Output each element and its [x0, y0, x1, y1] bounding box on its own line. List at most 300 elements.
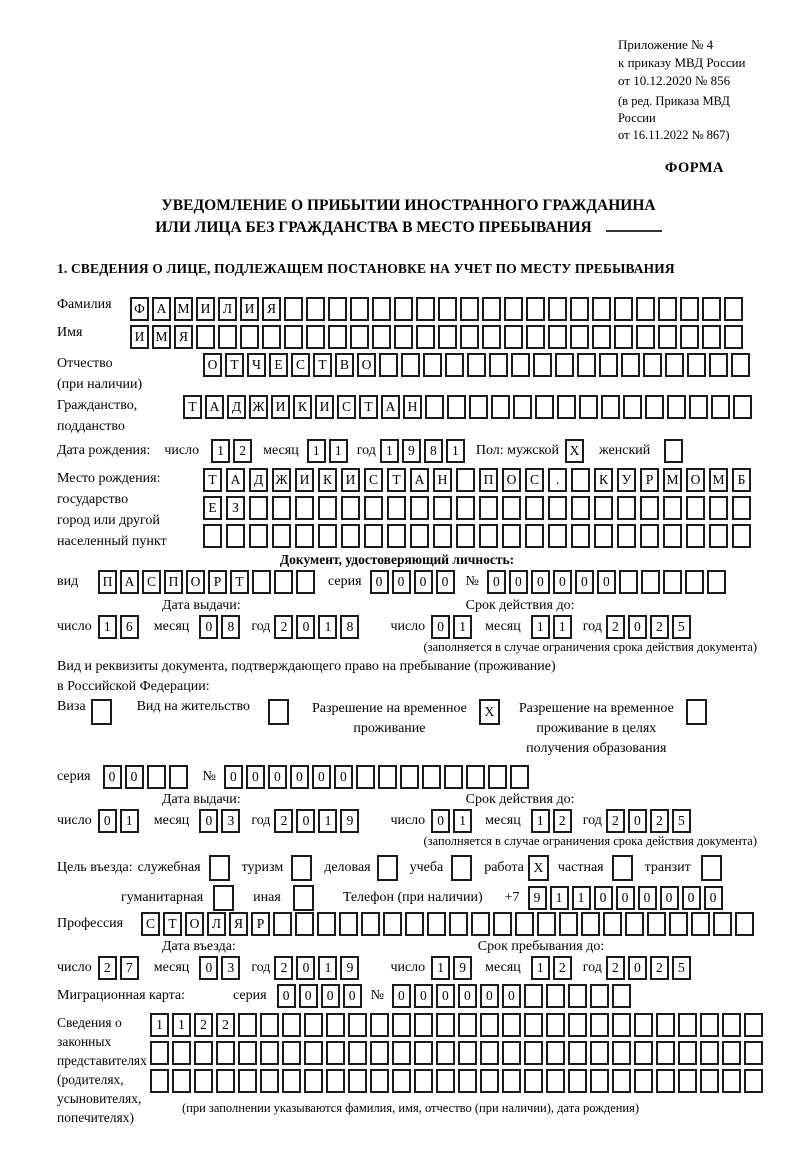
birthplace-cell[interactable] [594, 496, 613, 520]
phone-cell[interactable]: 1 [550, 886, 569, 910]
representative-cell[interactable] [524, 1013, 543, 1037]
profession-cell[interactable] [647, 912, 666, 936]
permit-number-cell[interactable]: 0 [290, 765, 309, 789]
doc-valid-day-cell[interactable]: 1 [453, 615, 472, 639]
representative-cell[interactable] [436, 1041, 455, 1065]
patronymic-cell[interactable] [533, 353, 552, 377]
profession-cell[interactable] [449, 912, 468, 936]
birthplace-cell[interactable] [410, 496, 429, 520]
doc-number-cell[interactable] [707, 570, 726, 594]
representative-cell[interactable] [656, 1069, 675, 1093]
citizenship-cell[interactable] [447, 395, 466, 419]
profession-cell[interactable] [559, 912, 578, 936]
permit-number-cell[interactable] [356, 765, 375, 789]
name-cell[interactable] [658, 325, 677, 349]
representative-cell[interactable] [678, 1069, 697, 1093]
representative-cell[interactable] [744, 1041, 763, 1065]
surname-cell[interactable] [350, 297, 369, 321]
representative-cell[interactable] [590, 1041, 609, 1065]
representative-cell[interactable] [348, 1041, 367, 1065]
patronymic-cell[interactable] [401, 353, 420, 377]
patronymic-cell[interactable] [423, 353, 442, 377]
surname-cell[interactable] [724, 297, 743, 321]
permit-valid-year-cell[interactable]: 5 [672, 809, 691, 833]
birthplace-cell[interactable] [686, 524, 705, 548]
permit-issue-month-cell[interactable]: 3 [221, 809, 240, 833]
surname-cell[interactable] [416, 297, 435, 321]
surname-cell[interactable] [526, 297, 545, 321]
name-cell[interactable] [482, 325, 501, 349]
birthplace-cell[interactable] [341, 524, 360, 548]
birthplace-cell[interactable] [249, 496, 268, 520]
representative-cell[interactable] [194, 1041, 213, 1065]
profession-cell[interactable] [405, 912, 424, 936]
profession-cell[interactable]: Л [207, 912, 226, 936]
representative-cell[interactable] [568, 1041, 587, 1065]
birthplace-cell[interactable]: Д [249, 468, 268, 492]
permit-valid-month-cell[interactable]: 2 [553, 809, 572, 833]
representative-cell[interactable] [172, 1041, 191, 1065]
doc-type-cell[interactable] [252, 570, 271, 594]
representative-cell[interactable] [392, 1013, 411, 1037]
surname-cell[interactable] [702, 297, 721, 321]
citizenship-cell[interactable]: С [337, 395, 356, 419]
surname-cell[interactable]: И [196, 297, 215, 321]
patronymic-cell[interactable]: Т [225, 353, 244, 377]
profession-cell[interactable] [383, 912, 402, 936]
entry-month-cell[interactable]: 3 [221, 956, 240, 980]
representative-cell[interactable] [414, 1041, 433, 1065]
doc-valid-year-cell[interactable]: 0 [628, 615, 647, 639]
birthplace-cell[interactable] [502, 524, 521, 548]
representative-cell[interactable] [700, 1069, 719, 1093]
permit-valid-month-cell[interactable]: 1 [531, 809, 550, 833]
name-cell[interactable] [614, 325, 633, 349]
permit-number-cell[interactable]: 0 [334, 765, 353, 789]
representative-cell[interactable] [480, 1013, 499, 1037]
permit-number-cell[interactable] [444, 765, 463, 789]
name-cell[interactable] [196, 325, 215, 349]
permit-valid-year-cell[interactable]: 2 [650, 809, 669, 833]
permit-issue-year-cell[interactable]: 2 [274, 809, 293, 833]
patronymic-cell[interactable]: Е [269, 353, 288, 377]
representative-cell[interactable] [568, 1013, 587, 1037]
surname-cell[interactable] [548, 297, 567, 321]
birthplace-cell[interactable] [548, 496, 567, 520]
surname-cell[interactable] [614, 297, 633, 321]
permit-issue-year-cell[interactable]: 0 [296, 809, 315, 833]
phone-cell[interactable]: 1 [572, 886, 591, 910]
birthplace-cell[interactable] [594, 524, 613, 548]
birthplace-cell[interactable]: . [548, 468, 567, 492]
migration-series-cell[interactable]: 0 [277, 984, 296, 1008]
representative-cell[interactable] [480, 1069, 499, 1093]
name-cell[interactable]: М [152, 325, 171, 349]
birthplace-cell[interactable]: О [686, 468, 705, 492]
doc-type-cell[interactable]: С [142, 570, 161, 594]
doc-type-cell[interactable]: О [186, 570, 205, 594]
birthplace-cell[interactable] [295, 496, 314, 520]
doc-issue-month-cell[interactable]: 8 [221, 615, 240, 639]
representative-cell[interactable] [194, 1069, 213, 1093]
surname-cell[interactable] [680, 297, 699, 321]
birthplace-cell[interactable] [364, 524, 383, 548]
birth-year-cell[interactable]: 8 [424, 439, 443, 463]
stay-year-cell[interactable]: 2 [606, 956, 625, 980]
permit-issue-day-cell[interactable]: 0 [98, 809, 117, 833]
doc-series-cell[interactable]: 0 [370, 570, 389, 594]
permit-issue-year-cell[interactable]: 1 [318, 809, 337, 833]
birthplace-cell[interactable] [732, 496, 751, 520]
transit-checkbox-cell[interactable] [701, 855, 722, 881]
phone-cell[interactable]: 0 [616, 886, 635, 910]
birthplace-cell[interactable] [525, 496, 544, 520]
citizenship-cell[interactable]: А [381, 395, 400, 419]
permit-number-cell[interactable] [466, 765, 485, 789]
representative-cell[interactable] [414, 1013, 433, 1037]
citizenship-cell[interactable]: Д [227, 395, 246, 419]
birthplace-cell[interactable] [226, 524, 245, 548]
name-cell[interactable]: И [130, 325, 149, 349]
permit-series-cell[interactable] [147, 765, 166, 789]
birthplace-cell[interactable] [548, 524, 567, 548]
surname-cell[interactable] [306, 297, 325, 321]
profession-cell[interactable]: Т [163, 912, 182, 936]
birthplace-cell[interactable] [663, 524, 682, 548]
birthplace-cell[interactable] [686, 496, 705, 520]
citizenship-cell[interactable] [425, 395, 444, 419]
phone-cell[interactable]: 0 [682, 886, 701, 910]
representative-cell[interactable] [348, 1013, 367, 1037]
name-cell[interactable] [350, 325, 369, 349]
entry-month-cell[interactable]: 0 [199, 956, 218, 980]
permit-valid-day-cell[interactable]: 0 [431, 809, 450, 833]
entry-year-cell[interactable]: 0 [296, 956, 315, 980]
birthplace-cell[interactable] [732, 524, 751, 548]
birthplace-cell[interactable]: С [525, 468, 544, 492]
migration-number-cell[interactable]: 0 [392, 984, 411, 1008]
phone-cell[interactable]: 0 [594, 886, 613, 910]
birthplace-cell[interactable]: Ж [272, 468, 291, 492]
representative-cell[interactable]: 1 [150, 1013, 169, 1037]
representative-cell[interactable] [260, 1041, 279, 1065]
doc-type-cell[interactable]: П [98, 570, 117, 594]
surname-cell[interactable] [482, 297, 501, 321]
profession-cell[interactable] [691, 912, 710, 936]
stay-year-cell[interactable]: 0 [628, 956, 647, 980]
doc-issue-day-cell[interactable]: 6 [120, 615, 139, 639]
surname-cell[interactable] [636, 297, 655, 321]
birthplace-cell[interactable]: Т [203, 468, 222, 492]
patronymic-cell[interactable] [643, 353, 662, 377]
profession-cell[interactable] [537, 912, 556, 936]
birth-year-cell[interactable]: 1 [446, 439, 465, 463]
name-cell[interactable] [702, 325, 721, 349]
birth-day-cell[interactable]: 2 [233, 439, 252, 463]
citizenship-cell[interactable]: А [205, 395, 224, 419]
patronymic-cell[interactable] [577, 353, 596, 377]
representative-cell[interactable] [282, 1069, 301, 1093]
citizenship-cell[interactable]: Ж [249, 395, 268, 419]
representative-cell[interactable] [260, 1069, 279, 1093]
representative-cell[interactable] [634, 1041, 653, 1065]
migration-number-cell[interactable]: 0 [436, 984, 455, 1008]
representative-cell[interactable] [326, 1041, 345, 1065]
representative-cell[interactable] [700, 1041, 719, 1065]
representative-cell[interactable] [282, 1013, 301, 1037]
doc-series-cell[interactable]: 0 [392, 570, 411, 594]
birthplace-cell[interactable]: К [318, 468, 337, 492]
representative-cell[interactable]: 1 [172, 1013, 191, 1037]
birthplace-cell[interactable]: К [594, 468, 613, 492]
permit-valid-day-cell[interactable]: 1 [453, 809, 472, 833]
representative-cell[interactable] [612, 1013, 631, 1037]
birthplace-cell[interactable]: П [479, 468, 498, 492]
patronymic-cell[interactable] [687, 353, 706, 377]
citizenship-cell[interactable]: Н [403, 395, 422, 419]
profession-cell[interactable] [669, 912, 688, 936]
phone-cell[interactable]: 0 [704, 886, 723, 910]
citizenship-cell[interactable] [733, 395, 752, 419]
birthplace-cell[interactable] [318, 524, 337, 548]
representative-cell[interactable] [304, 1013, 323, 1037]
name-cell[interactable] [284, 325, 303, 349]
doc-type-cell[interactable]: А [120, 570, 139, 594]
surname-cell[interactable]: А [152, 297, 171, 321]
birthplace-cell[interactable] [502, 496, 521, 520]
doc-type-cell[interactable] [274, 570, 293, 594]
profession-cell[interactable] [339, 912, 358, 936]
doc-valid-year-cell[interactable]: 2 [606, 615, 625, 639]
citizenship-cell[interactable] [623, 395, 642, 419]
permit-series-cell[interactable]: 0 [125, 765, 144, 789]
patronymic-cell[interactable]: Т [313, 353, 332, 377]
birthplace-cell[interactable] [709, 496, 728, 520]
representative-cell[interactable] [392, 1069, 411, 1093]
permit-number-cell[interactable]: 0 [268, 765, 287, 789]
birthplace-cell[interactable]: Е [203, 496, 222, 520]
representative-cell[interactable] [568, 1069, 587, 1093]
birthplace-cell[interactable] [364, 496, 383, 520]
representative-cell[interactable] [634, 1069, 653, 1093]
birthplace-cell[interactable] [249, 524, 268, 548]
representative-cell[interactable] [370, 1041, 389, 1065]
permit-number-cell[interactable] [488, 765, 507, 789]
permit-valid-year-cell[interactable]: 0 [628, 809, 647, 833]
sex-male-cell[interactable]: X [565, 439, 584, 463]
representative-cell[interactable] [370, 1069, 389, 1093]
profession-cell[interactable] [273, 912, 292, 936]
birthplace-cell[interactable] [272, 496, 291, 520]
surname-cell[interactable]: Л [218, 297, 237, 321]
profession-cell[interactable] [603, 912, 622, 936]
birthplace-cell[interactable]: М [709, 468, 728, 492]
birthplace-cell[interactable]: М [663, 468, 682, 492]
representative-cell[interactable] [722, 1041, 741, 1065]
birthplace-cell[interactable] [617, 496, 636, 520]
birth-month-cell[interactable]: 1 [307, 439, 326, 463]
migration-number-cell[interactable]: 0 [414, 984, 433, 1008]
birthplace-cell[interactable] [295, 524, 314, 548]
patronymic-cell[interactable] [445, 353, 464, 377]
citizenship-cell[interactable]: И [315, 395, 334, 419]
entry-year-cell[interactable]: 2 [274, 956, 293, 980]
birthplace-cell[interactable] [203, 524, 222, 548]
representative-cell[interactable] [744, 1013, 763, 1037]
birth-month-cell[interactable]: 1 [329, 439, 348, 463]
representative-cell[interactable]: 2 [216, 1013, 235, 1037]
profession-cell[interactable] [581, 912, 600, 936]
surname-cell[interactable] [460, 297, 479, 321]
name-cell[interactable] [526, 325, 545, 349]
birthplace-cell[interactable] [640, 524, 659, 548]
name-cell[interactable] [724, 325, 743, 349]
visa-checkbox-cell[interactable] [91, 699, 112, 725]
birthplace-cell[interactable] [387, 496, 406, 520]
birthplace-cell[interactable] [318, 496, 337, 520]
doc-type-cell[interactable]: Р [208, 570, 227, 594]
migration-series-cell[interactable]: 0 [299, 984, 318, 1008]
permit-number-cell[interactable]: 0 [246, 765, 265, 789]
profession-cell[interactable] [361, 912, 380, 936]
stay-year-cell[interactable]: 5 [672, 956, 691, 980]
representative-cell[interactable] [480, 1041, 499, 1065]
citizenship-cell[interactable] [667, 395, 686, 419]
permit-number-cell[interactable] [510, 765, 529, 789]
birthplace-cell[interactable] [456, 524, 475, 548]
profession-cell[interactable]: С [141, 912, 160, 936]
doc-valid-month-cell[interactable]: 1 [553, 615, 572, 639]
doc-number-cell[interactable] [619, 570, 638, 594]
patronymic-cell[interactable]: О [357, 353, 376, 377]
representative-cell[interactable] [546, 1069, 565, 1093]
doc-number-cell[interactable] [663, 570, 682, 594]
birth-year-cell[interactable]: 9 [402, 439, 421, 463]
name-cell[interactable] [438, 325, 457, 349]
surname-cell[interactable] [658, 297, 677, 321]
doc-series-cell[interactable]: 0 [436, 570, 455, 594]
representative-cell[interactable] [216, 1041, 235, 1065]
name-cell[interactable] [394, 325, 413, 349]
profession-cell[interactable] [493, 912, 512, 936]
name-cell[interactable] [548, 325, 567, 349]
official-checkbox-cell[interactable] [209, 855, 230, 881]
representative-cell[interactable] [546, 1041, 565, 1065]
representative-cell[interactable] [678, 1013, 697, 1037]
representative-cell[interactable] [458, 1013, 477, 1037]
birthplace-cell[interactable] [272, 524, 291, 548]
surname-cell[interactable]: М [174, 297, 193, 321]
permit-number-cell[interactable]: 0 [224, 765, 243, 789]
representative-cell[interactable] [524, 1069, 543, 1093]
name-cell[interactable] [328, 325, 347, 349]
citizenship-cell[interactable] [645, 395, 664, 419]
birthplace-cell[interactable]: Б [732, 468, 751, 492]
birthplace-cell[interactable] [525, 524, 544, 548]
permit-issue-month-cell[interactable]: 0 [199, 809, 218, 833]
representative-cell[interactable] [392, 1041, 411, 1065]
representative-cell[interactable] [612, 1069, 631, 1093]
representative-cell[interactable] [722, 1013, 741, 1037]
representative-cell[interactable] [216, 1069, 235, 1093]
surname-cell[interactable] [504, 297, 523, 321]
patronymic-cell[interactable] [731, 353, 750, 377]
birthplace-cell[interactable]: З [226, 496, 245, 520]
citizenship-cell[interactable]: Т [183, 395, 202, 419]
other-checkbox-cell[interactable] [293, 885, 314, 911]
doc-issue-year-cell[interactable]: 2 [274, 615, 293, 639]
birthplace-cell[interactable] [663, 496, 682, 520]
stay-day-cell[interactable]: 9 [453, 956, 472, 980]
surname-cell[interactable] [394, 297, 413, 321]
representative-cell[interactable] [524, 1041, 543, 1065]
surname-cell[interactable] [570, 297, 589, 321]
patronymic-cell[interactable]: О [203, 353, 222, 377]
humanitarian-checkbox-cell[interactable] [213, 885, 234, 911]
permit-issue-day-cell[interactable]: 1 [120, 809, 139, 833]
name-cell[interactable] [218, 325, 237, 349]
birthplace-cell[interactable] [571, 524, 590, 548]
name-cell[interactable] [636, 325, 655, 349]
name-cell[interactable] [306, 325, 325, 349]
representative-cell[interactable] [546, 1013, 565, 1037]
birthplace-cell[interactable] [433, 496, 452, 520]
birthplace-cell[interactable] [640, 496, 659, 520]
migration-number-cell[interactable] [546, 984, 565, 1008]
patronymic-cell[interactable]: С [291, 353, 310, 377]
name-cell[interactable] [504, 325, 523, 349]
surname-cell[interactable]: Ф [130, 297, 149, 321]
representative-cell[interactable] [590, 1069, 609, 1093]
profession-cell[interactable] [295, 912, 314, 936]
representative-cell[interactable] [656, 1041, 675, 1065]
citizenship-cell[interactable] [469, 395, 488, 419]
citizenship-cell[interactable]: Т [359, 395, 378, 419]
profession-cell[interactable] [713, 912, 732, 936]
name-cell[interactable] [460, 325, 479, 349]
doc-valid-month-cell[interactable]: 1 [531, 615, 550, 639]
stay-month-cell[interactable]: 1 [531, 956, 550, 980]
citizenship-cell[interactable] [601, 395, 620, 419]
entry-day-cell[interactable]: 2 [98, 956, 117, 980]
representative-cell[interactable] [612, 1041, 631, 1065]
surname-cell[interactable] [328, 297, 347, 321]
citizenship-cell[interactable] [491, 395, 510, 419]
doc-valid-year-cell[interactable]: 2 [650, 615, 669, 639]
representative-cell[interactable] [634, 1013, 653, 1037]
representative-cell[interactable] [238, 1041, 257, 1065]
name-cell[interactable] [372, 325, 391, 349]
name-cell[interactable] [592, 325, 611, 349]
doc-number-cell[interactable]: 0 [575, 570, 594, 594]
doc-number-cell[interactable]: 0 [509, 570, 528, 594]
temporary-checkbox-cell[interactable]: X [479, 699, 500, 725]
representative-cell[interactable] [590, 1013, 609, 1037]
birthplace-cell[interactable] [456, 468, 475, 492]
study-checkbox-cell[interactable] [451, 855, 472, 881]
patronymic-cell[interactable] [467, 353, 486, 377]
migration-number-cell[interactable] [524, 984, 543, 1008]
citizenship-cell[interactable] [689, 395, 708, 419]
representative-cell[interactable] [348, 1069, 367, 1093]
patronymic-cell[interactable] [665, 353, 684, 377]
surname-cell[interactable] [592, 297, 611, 321]
doc-issue-year-cell[interactable]: 8 [340, 615, 359, 639]
birthplace-cell[interactable] [709, 524, 728, 548]
birthplace-cell[interactable] [617, 524, 636, 548]
citizenship-cell[interactable] [557, 395, 576, 419]
doc-number-cell[interactable]: 0 [553, 570, 572, 594]
